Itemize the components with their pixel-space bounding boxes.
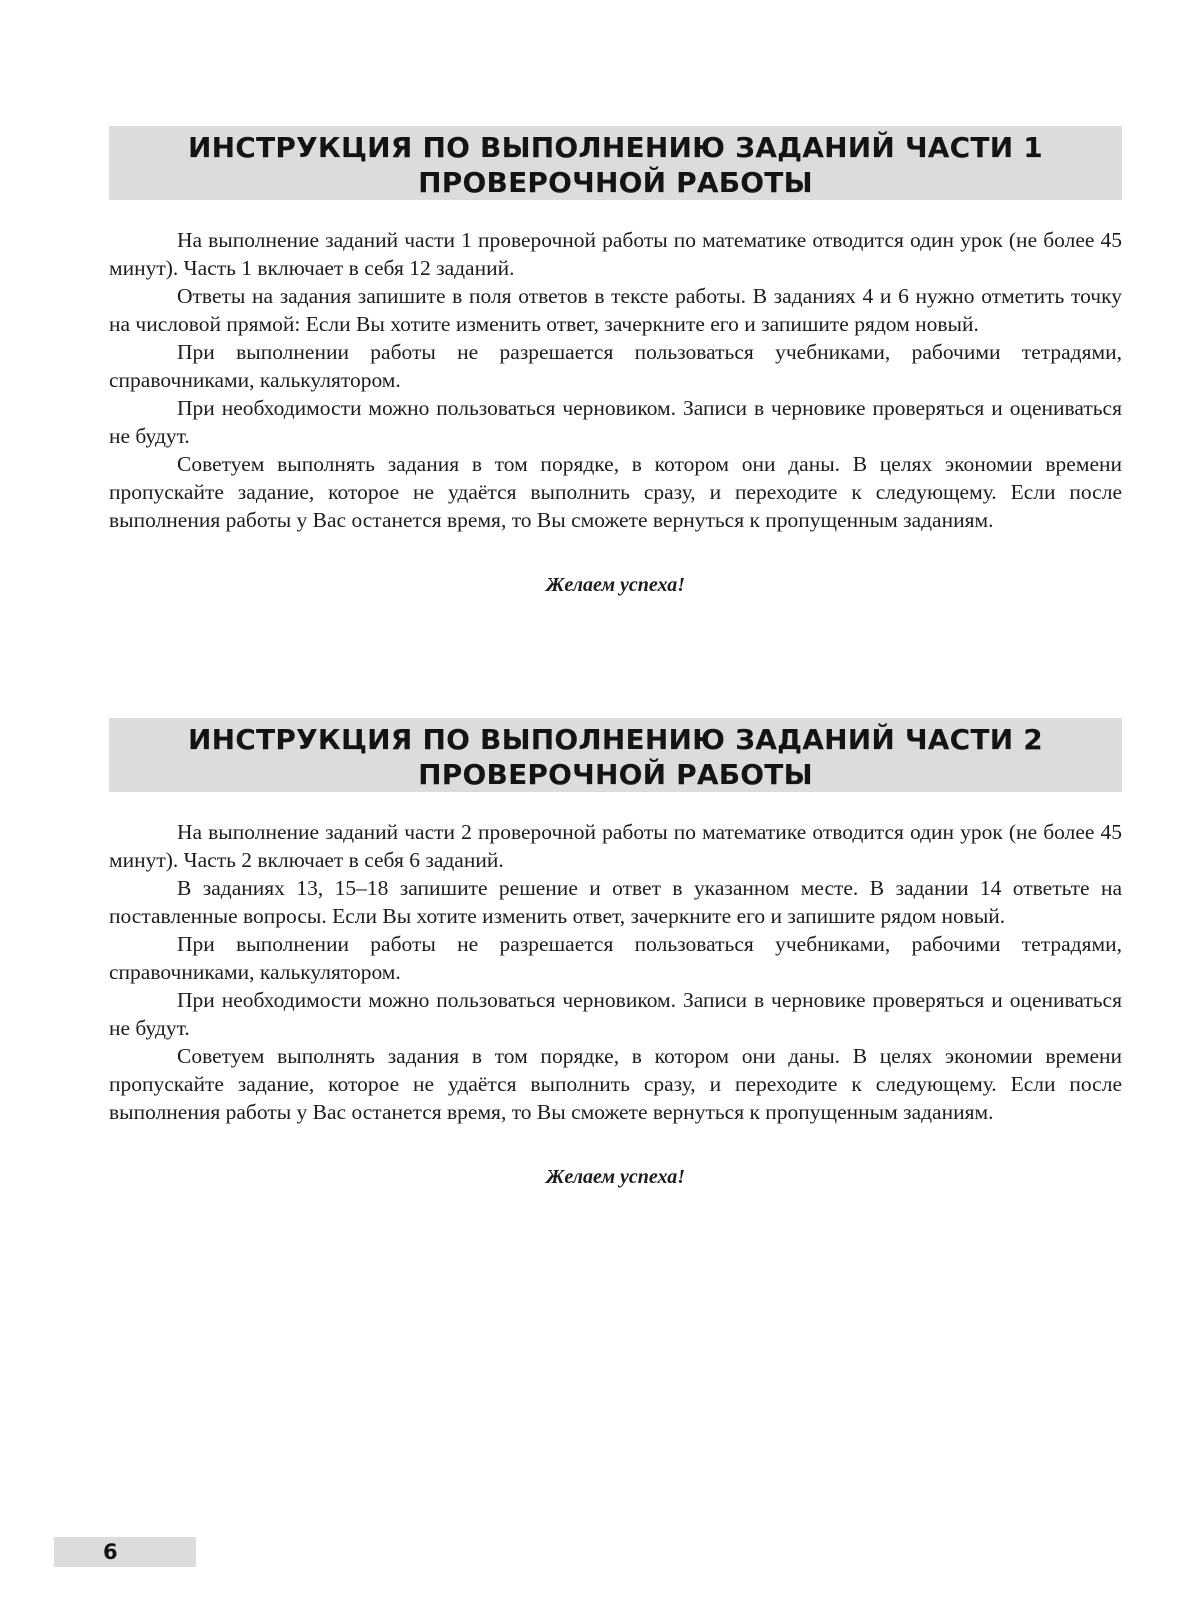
paragraph: Советуем выполнять задания в том порядке, в котором они даны. В целях экономии времени пропускайте задание, которое не удаётся выполнить сразу, и переходите к следующему. Если после выполнения работы у Вас останется время, то Вы сможете вернуться к пропущенным заданиям. (109, 452, 1122, 532)
section-body (109, 818, 1122, 1126)
page-number: 6 (54, 1537, 196, 1567)
instruction-section-part-2 (109, 718, 1122, 1189)
closing-wish: Желаем успеха! (545, 574, 686, 596)
closing-wish: Желаем успеха! (545, 1166, 686, 1188)
section-heading (109, 126, 1122, 200)
section-body (109, 226, 1122, 534)
paragraph: При выполнении работы не разрешается пользоваться учебниками, рабочими тетрадями, справочниками, калькулятором. (109, 340, 1122, 392)
paragraph: При необходимости можно пользоваться черновиком. Записи в черновике проверяться и оцениваться не будут. (109, 988, 1122, 1040)
paragraph: В заданиях 13, 15–18 запишите решение и ответ в указанном месте. В задании 14 ответьте на поставленные вопросы. Если Вы хотите изменить ответ, зачеркните его и запишите рядом новый. (109, 876, 1122, 928)
heading-line-2: ПРОВЕРОЧНОЙ РАБОТЫ (418, 758, 813, 791)
paragraph: При выполнении работы не разрешается пользоваться учебниками, рабочими тетрадями, справочниками, калькулятором. (109, 932, 1122, 984)
heading-line-2: ПРОВЕРОЧНОЙ РАБОТЫ (418, 166, 813, 199)
paragraph: На выполнение заданий части 1 проверочной работы по математике отводится один урок (не более 45 минут). Часть 1 включает в себя 12 заданий. (109, 228, 1122, 280)
paragraph: Ответы на задания запишите в поля ответов в тексте работы. В заданиях 4 и 6 нужно отметить точку на числовой прямой: Если Вы хотите изменить ответ, зачеркните его и запишите рядом новый. (109, 284, 1122, 336)
paragraph: Советуем выполнять задания в том порядке, в котором они даны. В целях экономии времени пропускайте задание, которое не удаётся выполнить сразу, и переходите к следующему. Если после выполнения работы у Вас останется время, то Вы сможете вернуться к пропущенным заданиям. (109, 1044, 1122, 1124)
section-heading (109, 718, 1122, 792)
paragraph: При необходимости можно пользоваться черновиком. Записи в черновике проверяться и оцениваться не будут. (109, 396, 1122, 448)
heading-line-1: ИНСТРУКЦИЯ ПО ВЫПОЛНЕНИЮ ЗАДАНИЙ ЧАСТИ 2 (188, 723, 1043, 756)
paragraph: На выполнение заданий части 2 проверочной работы по математике отводится один урок (не более 45 минут). Часть 2 включает в себя 6 заданий. (109, 820, 1122, 872)
heading-line-1: ИНСТРУКЦИЯ ПО ВЫПОЛНЕНИЮ ЗАДАНИЙ ЧАСТИ 1 (188, 131, 1043, 164)
instruction-section-part-1 (109, 126, 1122, 597)
